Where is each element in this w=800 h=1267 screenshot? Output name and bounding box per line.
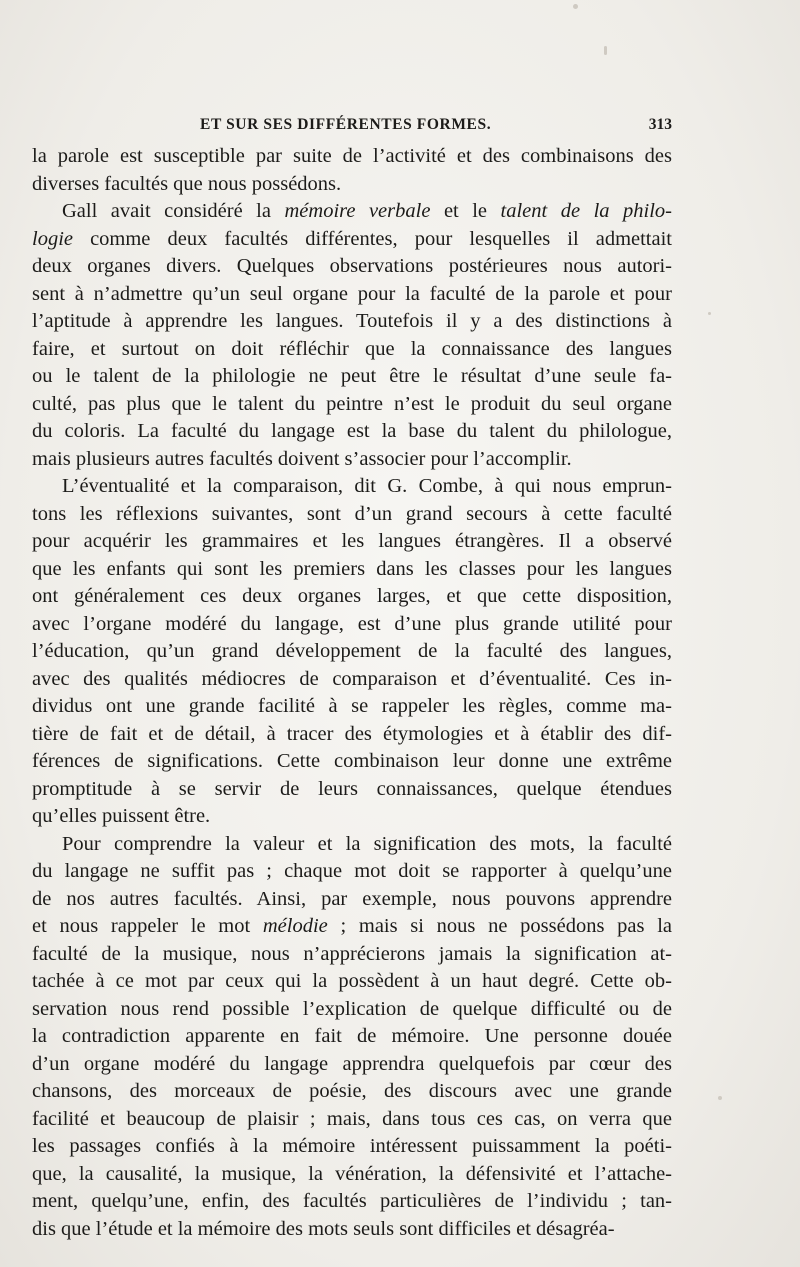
text-line: tachée à ce mot par ceux qui la possèdent à un haut degré. Cette ob- (32, 970, 672, 992)
text-line: faculté de la musique, nous n’apprécierons jamais la signification at- (32, 942, 672, 965)
paragraph (32, 143, 672, 198)
text-line: Gall avait considéré la mémoire verbale et le talent de la philo- (62, 200, 672, 222)
text-line: férences de significations. Cette combinaison leur donne une extrême (32, 750, 672, 772)
text-line: faire, et surtout on doit réfléchir que la connaissance des langues (32, 337, 672, 360)
text-line: de nos autres facultés. Ainsi, par exemple, nous pouvons apprendre (32, 887, 672, 910)
page-header (32, 116, 672, 140)
text-line: L’éventualité et la comparaison, dit G. Combe, à qui nous emprun- (62, 475, 672, 497)
text-line: Pour comprendre la valeur et la signification des mots, la faculté (62, 832, 672, 855)
text-line: tière de fait et de détail, à tracer des étymologies et à établir des dif- (32, 722, 672, 745)
text-line: la parole est susceptible par suite de l’activité et des combinaisons des (32, 145, 672, 167)
body-text (32, 143, 672, 1243)
text-line: du langage ne suffit pas ; chaque mot doit se rapporter à quelqu’une (32, 860, 672, 882)
text-line: deux organes divers. Quelques observations postérieures nous autori- (32, 255, 672, 277)
text-line: d’un organe modéré du langage apprendra quelquefois par cœur des (32, 1052, 672, 1075)
text-line: tons les réflexions suivantes, sont d’un grand secours à cette faculté (32, 502, 672, 525)
text-line: dis que l’étude et la mémoire des mots seuls sont difficiles et désagréa- (32, 1217, 615, 1240)
text-line: l’éducation, qu’un grand développement de la faculté des langues, (32, 640, 672, 662)
scan-speck (708, 312, 711, 315)
scan-speck (718, 1096, 722, 1100)
text-line: et nous rappeler le mot mélodie ; mais si nous ne possédons pas la (32, 915, 672, 937)
text-line: promptitude à se servir de leurs connaissances, quelque étendues (32, 777, 672, 800)
text-line: l’aptitude à apprendre les langues. Toutefois il y a des distinctions à (32, 310, 672, 332)
text-line: les passages confiés à la mémoire intéressent puissamment la poéti- (32, 1135, 672, 1157)
text-line: avec l’organe modéré du langage, est d’une plus grande utilité pour (32, 612, 672, 635)
text-line: ment, quelqu’une, enfin, des facultés particulières de l’individu ; tan- (32, 1190, 672, 1212)
text-line: qu’elles puissent être. (32, 805, 211, 827)
text-line: culté, pas plus que le talent du peintre n’est le produit du seul organe (32, 392, 672, 415)
text-line: que les enfants qui sont les premiers dans les classes pour les langues (32, 557, 672, 580)
text-line: diverses facultés que nous possédons. (32, 172, 342, 195)
text-line: avec des qualités médiocres de comparaison et d’éventualité. Ces in- (32, 667, 672, 690)
text-line: servation nous rend possible l’explication de quelque difficulté ou de (32, 997, 672, 1020)
text-line: sent à n’admettre qu’un seul organe pour la faculté de la parole et pour (32, 282, 672, 305)
text-line: du coloris. La faculté du langage est la base du talent du philologue, (32, 420, 672, 442)
scan-speck (604, 46, 607, 55)
paragraph (32, 473, 672, 831)
paragraph (32, 831, 672, 1244)
text-line: pour acquérir les grammaires et les langues étrangères. Il a observé (32, 530, 672, 552)
text-line: la contradiction apparente en fait de mémoire. Une personne douée (32, 1025, 672, 1047)
scan-speck (573, 4, 578, 9)
text-line: chansons, des morceaux de poésie, des discours avec une grande (32, 1080, 672, 1102)
text-line: ont généralement ces deux organes larges, et que cette disposition, (32, 585, 672, 607)
text-line: logie comme deux facultés différentes, pour lesquelles il admettait (32, 227, 672, 250)
page-number: 313 (648, 116, 672, 133)
text-line: que, la causalité, la musique, la vénération, la défensivité et l’attache- (32, 1162, 672, 1185)
running-title: ET SUR SES DIFFÉRENTES FORMES. (200, 116, 492, 133)
text-line: facilité et beaucoup de plaisir ; mais, dans tous ces cas, on verra que (32, 1107, 672, 1130)
text-line: ou le talent de la philologie ne peut être le résultat d’une seule fa- (32, 365, 672, 387)
text-line: dividus ont une grande facilité à se rappeler les règles, comme ma- (32, 695, 672, 717)
text-line: mais plusieurs autres facultés doivent s’associer pour l’accomplir. (32, 447, 572, 470)
paragraph (32, 198, 672, 473)
